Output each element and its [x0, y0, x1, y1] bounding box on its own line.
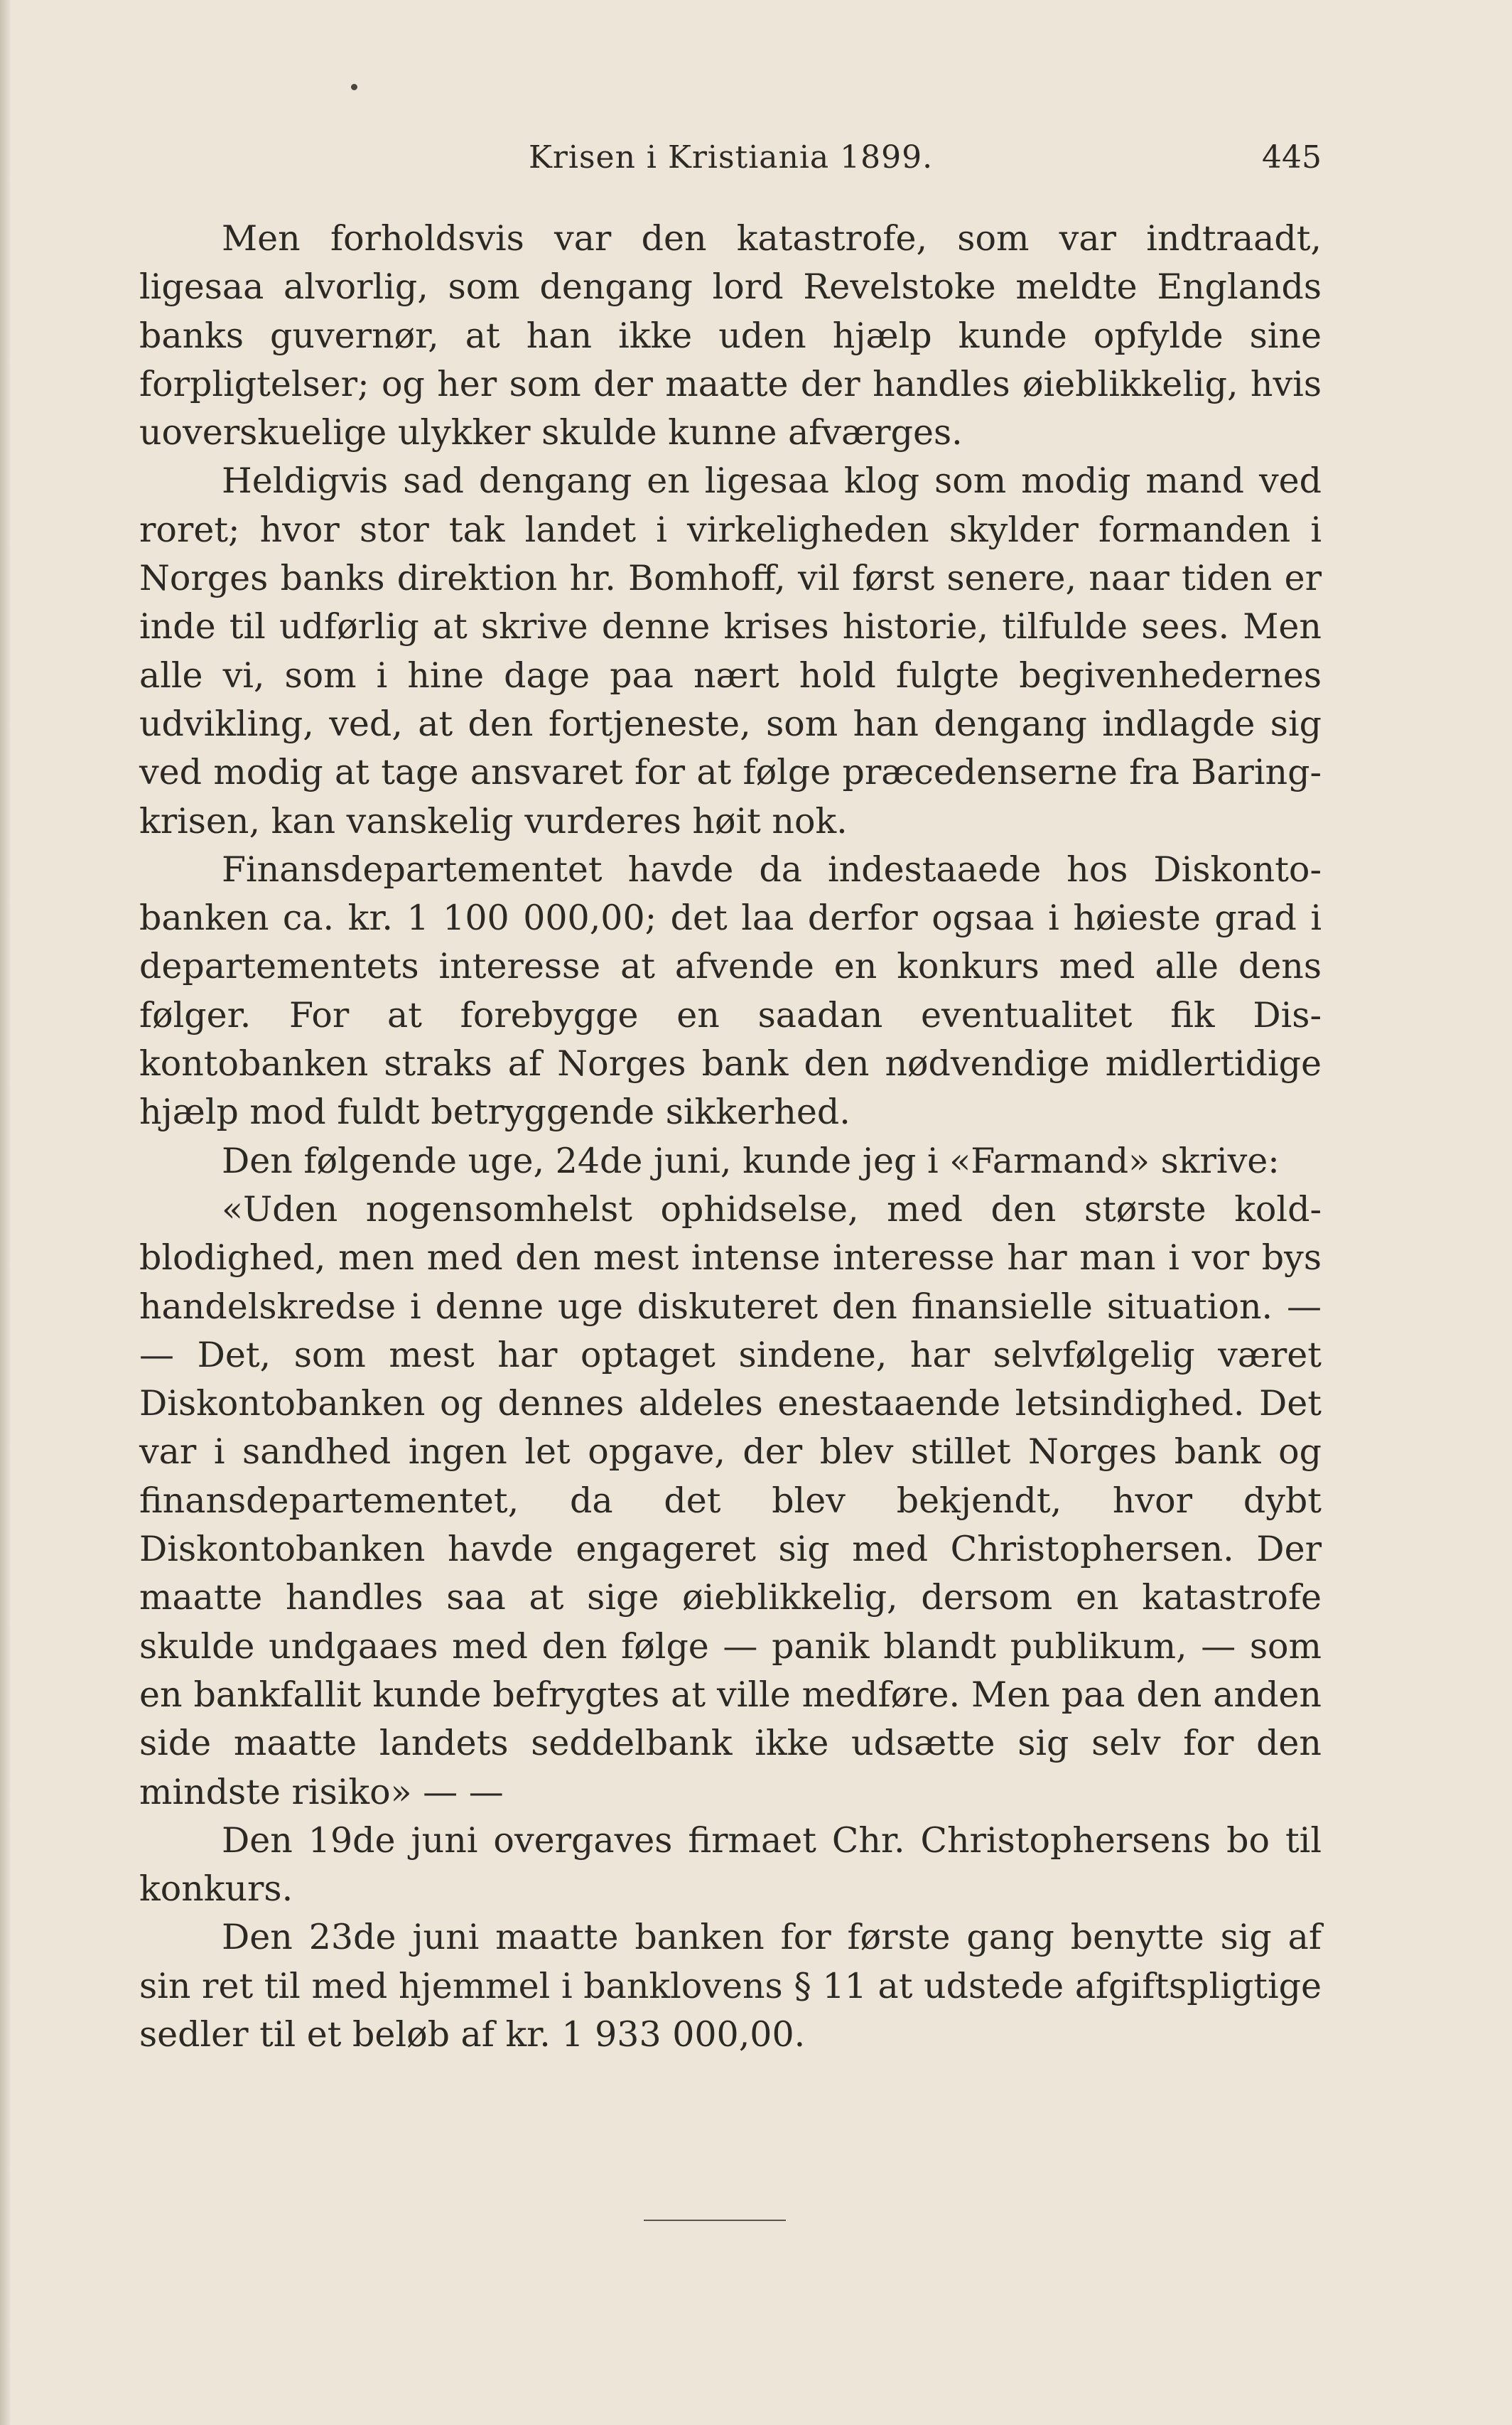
paragraph: Heldigvis sad dengang en ligesaa klog som modig mand ved roret; hvor stor tak landet i virkeligheden skylder formanden i Norges banks direktion hr. Bomhoff, vil først senere, naar tiden er inde til udførlig at skrive denne krises historie, tilfulde sees. Men alle vi, som i hine dage paa nært hold fulgte begivenhedernes udvikling, ved, at den fortjeneste, som han dengang indlagde sig ved modig at tage ansvaret for at følge præcedenserne fra Baring-krisen, kan vanskelig vurderes høit nok.	[139, 461, 1322, 842]
body-text	[139, 215, 1322, 2059]
running-title: Krisen i Kristiania 1899.	[529, 139, 934, 176]
page-header	[139, 132, 1322, 183]
page-number: 445	[1262, 139, 1322, 176]
page-binding-edge	[0, 0, 10, 2425]
paragraph: Den følgende uge, 24de juni, kunde jeg i «Farmand» skrive:	[222, 1140, 1280, 1181]
end-rule	[644, 2220, 786, 2221]
quoted-paragraph: «Uden nogensomhelst ophidselse, med den største koldblodighed, men med den mest intense interesse har man i vor bys handelskredse i denne uge diskuteret den finansielle situation. — — Det, som mest har optaget sindene, har selvfølgelig været Diskontobanken og dennes aldeles enestaaende letsindighed. Det var i sandhed ingen let opgave, der blev stillet Norges bank og finansdepartementet, da det blev bekjendt, hvor dybt Diskontobanken havde engageret sig med Christophersen. Der maatte handles saa at sige øieblikkelig, dersom en katastrofe skulde undgaaes med den følge — panik blandt publikum, — som en bankfallit kunde befrygtes at ville medføre. Men paa den anden side maatte landets seddelbank ikke udsætte sig selv for den mindste risiko» — —	[139, 1188, 1322, 1812]
paragraph: Den 23de juni maatte banken for første gang benytte sig af sin ret til med hjemmel i banklovens § 11 at udstede afgiftspligtige sedler til et beløb af kr. 1 933 000,00.	[139, 1917, 1322, 2055]
paragraph: Finansdepartementet havde da indestaaede hos Diskontobanken ca. kr. 1 100 000,00; det laa derfor ogsaa i høieste grad i departementets interesse at afvende en konkurs med alle dens følger. For at forebygge en saadan eventualitet fik Diskontobanken straks af Norges bank den nødvendige midlertidige hjælp mod fuldt betryggende sikkerhed.	[139, 849, 1322, 1133]
paragraph: Den 19de juni overgaves firmaet Chr. Christophersens bo til konkurs.	[139, 1819, 1322, 1910]
paragraph: Men forholdsvis var den katastrofe, som var indtraadt, ligesaa alvorlig, som dengang lord Revelstoke meldte Englands banks guvernør, at han ikke uden hjælp kunde opfylde sine forpligtelser; og her som der maatte der handles øieblikkelig, hvis uoverskuelige ulykker skulde kunne afværges.	[139, 218, 1322, 453]
ink-speck	[351, 84, 357, 90]
